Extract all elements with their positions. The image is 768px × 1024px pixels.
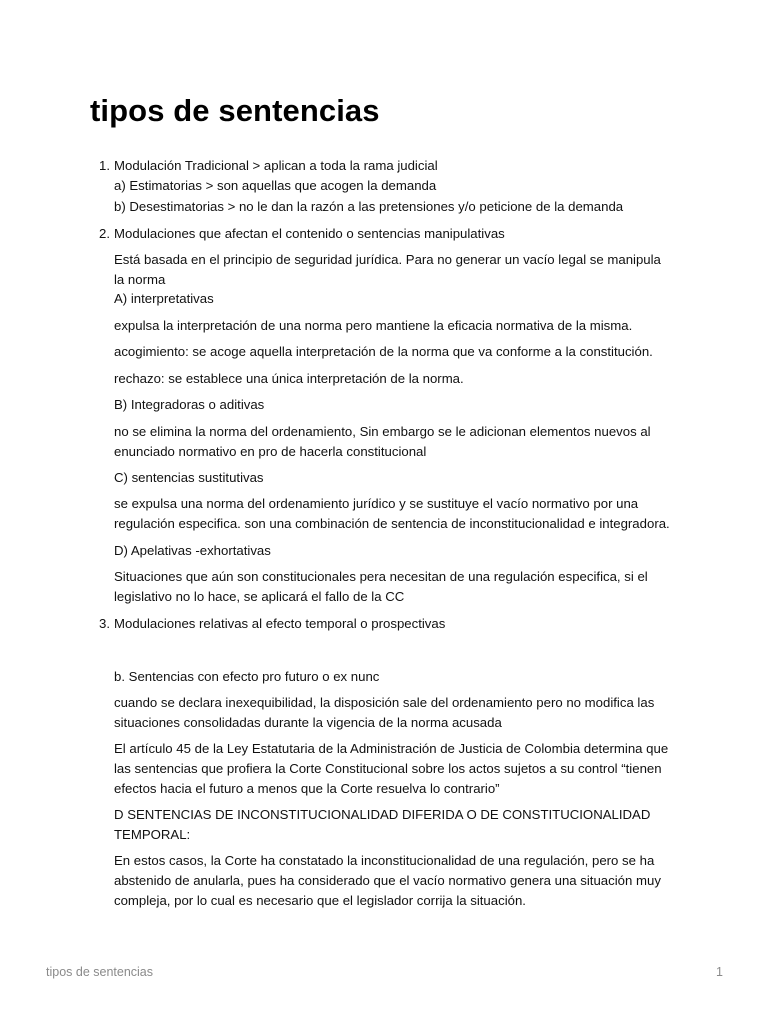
list-subline: a) Estimatorias > son aquellas que acogen la demanda (114, 178, 437, 193)
paragraph: rechazo: se establece una única interpretación de la norma. (114, 371, 464, 386)
paragraph: Situaciones que aún son constitucionales pera necesitan de una regulación especifica, si el legislativo no lo hace, se aplicará el fallo de la CC (114, 569, 648, 604)
paragraph: se expulsa una norma del ordenamiento jurídico y se sustituye el vacío normativo por una regulación especifica. son una combinación de sentencia de inconstitucionalidad e integradora. (114, 496, 670, 531)
list-number: 1. (99, 158, 110, 173)
subheading: A) interpretativas (114, 291, 214, 306)
list-number: 3. (99, 616, 110, 631)
list-item-3 (99, 614, 674, 634)
list-item-heading: Modulaciones relativas al efecto temporal o prospectivas (114, 616, 446, 631)
subheading: C) sentencias sustitutivas (114, 470, 264, 485)
footer-title: tipos de sentencias (46, 965, 154, 979)
subheading: B) Integradoras o aditivas (114, 397, 265, 412)
paragraph: El artículo 45 de la Ley Estatutaria de la Administración de Justicia de Colombia determina que las sentencias que profiera la Corte Constitucional sobre los actos sujetos a su control “tienen efectos hacia el futuro a menos que la Corte resuelva lo contrario” (114, 741, 669, 796)
list-item-heading: Modulaciones que afectan el contenido o sentencias manipulativas (114, 226, 505, 241)
subheading: b. Sentencias con efecto pro futuro o ex nunc (114, 669, 380, 684)
subheading: D SENTENCIAS DE INCONSTITUCIONALIDAD DIFERIDA O DE CONSTITUCIONALIDAD TEMPORAL: (114, 807, 651, 842)
paragraph: Está basada en el principio de seguridad jurídica. Para no generar un vacío legal se manipula la norma (114, 252, 661, 287)
subheading: D) Apelativas -exhortativas (114, 543, 271, 558)
paragraph: cuando se declara inexequibilidad, la disposición sale del ordenamiento pero no modifica las situaciones consolidadas durante la vigencia de la norma acusada (114, 695, 655, 730)
list-number: 2. (99, 226, 110, 241)
list-item-2 (99, 224, 674, 244)
paragraph: no se elimina la norma del ordenamiento, Sin embargo se le adicionan elementos nuevos al enunciado normativo en pro de hacerla constitucional (114, 424, 651, 459)
paragraph: acogimiento: se acoge aquella interpretación de la norma que va conforme a la constitución. (114, 344, 653, 359)
page-number: 1 (716, 965, 723, 979)
list-item-1 (99, 156, 674, 176)
paragraph: En estos casos, la Corte ha constatado la inconstitucionalidad de una regulación, pero se ha abstenido de anularla, pues ha considerado que el vacío normativo genera una situación muy compleja, por lo cual es necesario que el legislador corrija la situación. (114, 853, 661, 908)
list-item-heading: Modulación Tradicional > aplican a toda la rama judicial (114, 158, 438, 173)
page-title: tipos de sentencias (90, 93, 380, 128)
paragraph: expulsa la interpretación de una norma pero mantiene la eficacia normativa de la misma. (114, 318, 633, 333)
list-subline: b) Desestimatorias > no le dan la razón a las pretensiones y/o peticione de la demanda (114, 199, 624, 214)
